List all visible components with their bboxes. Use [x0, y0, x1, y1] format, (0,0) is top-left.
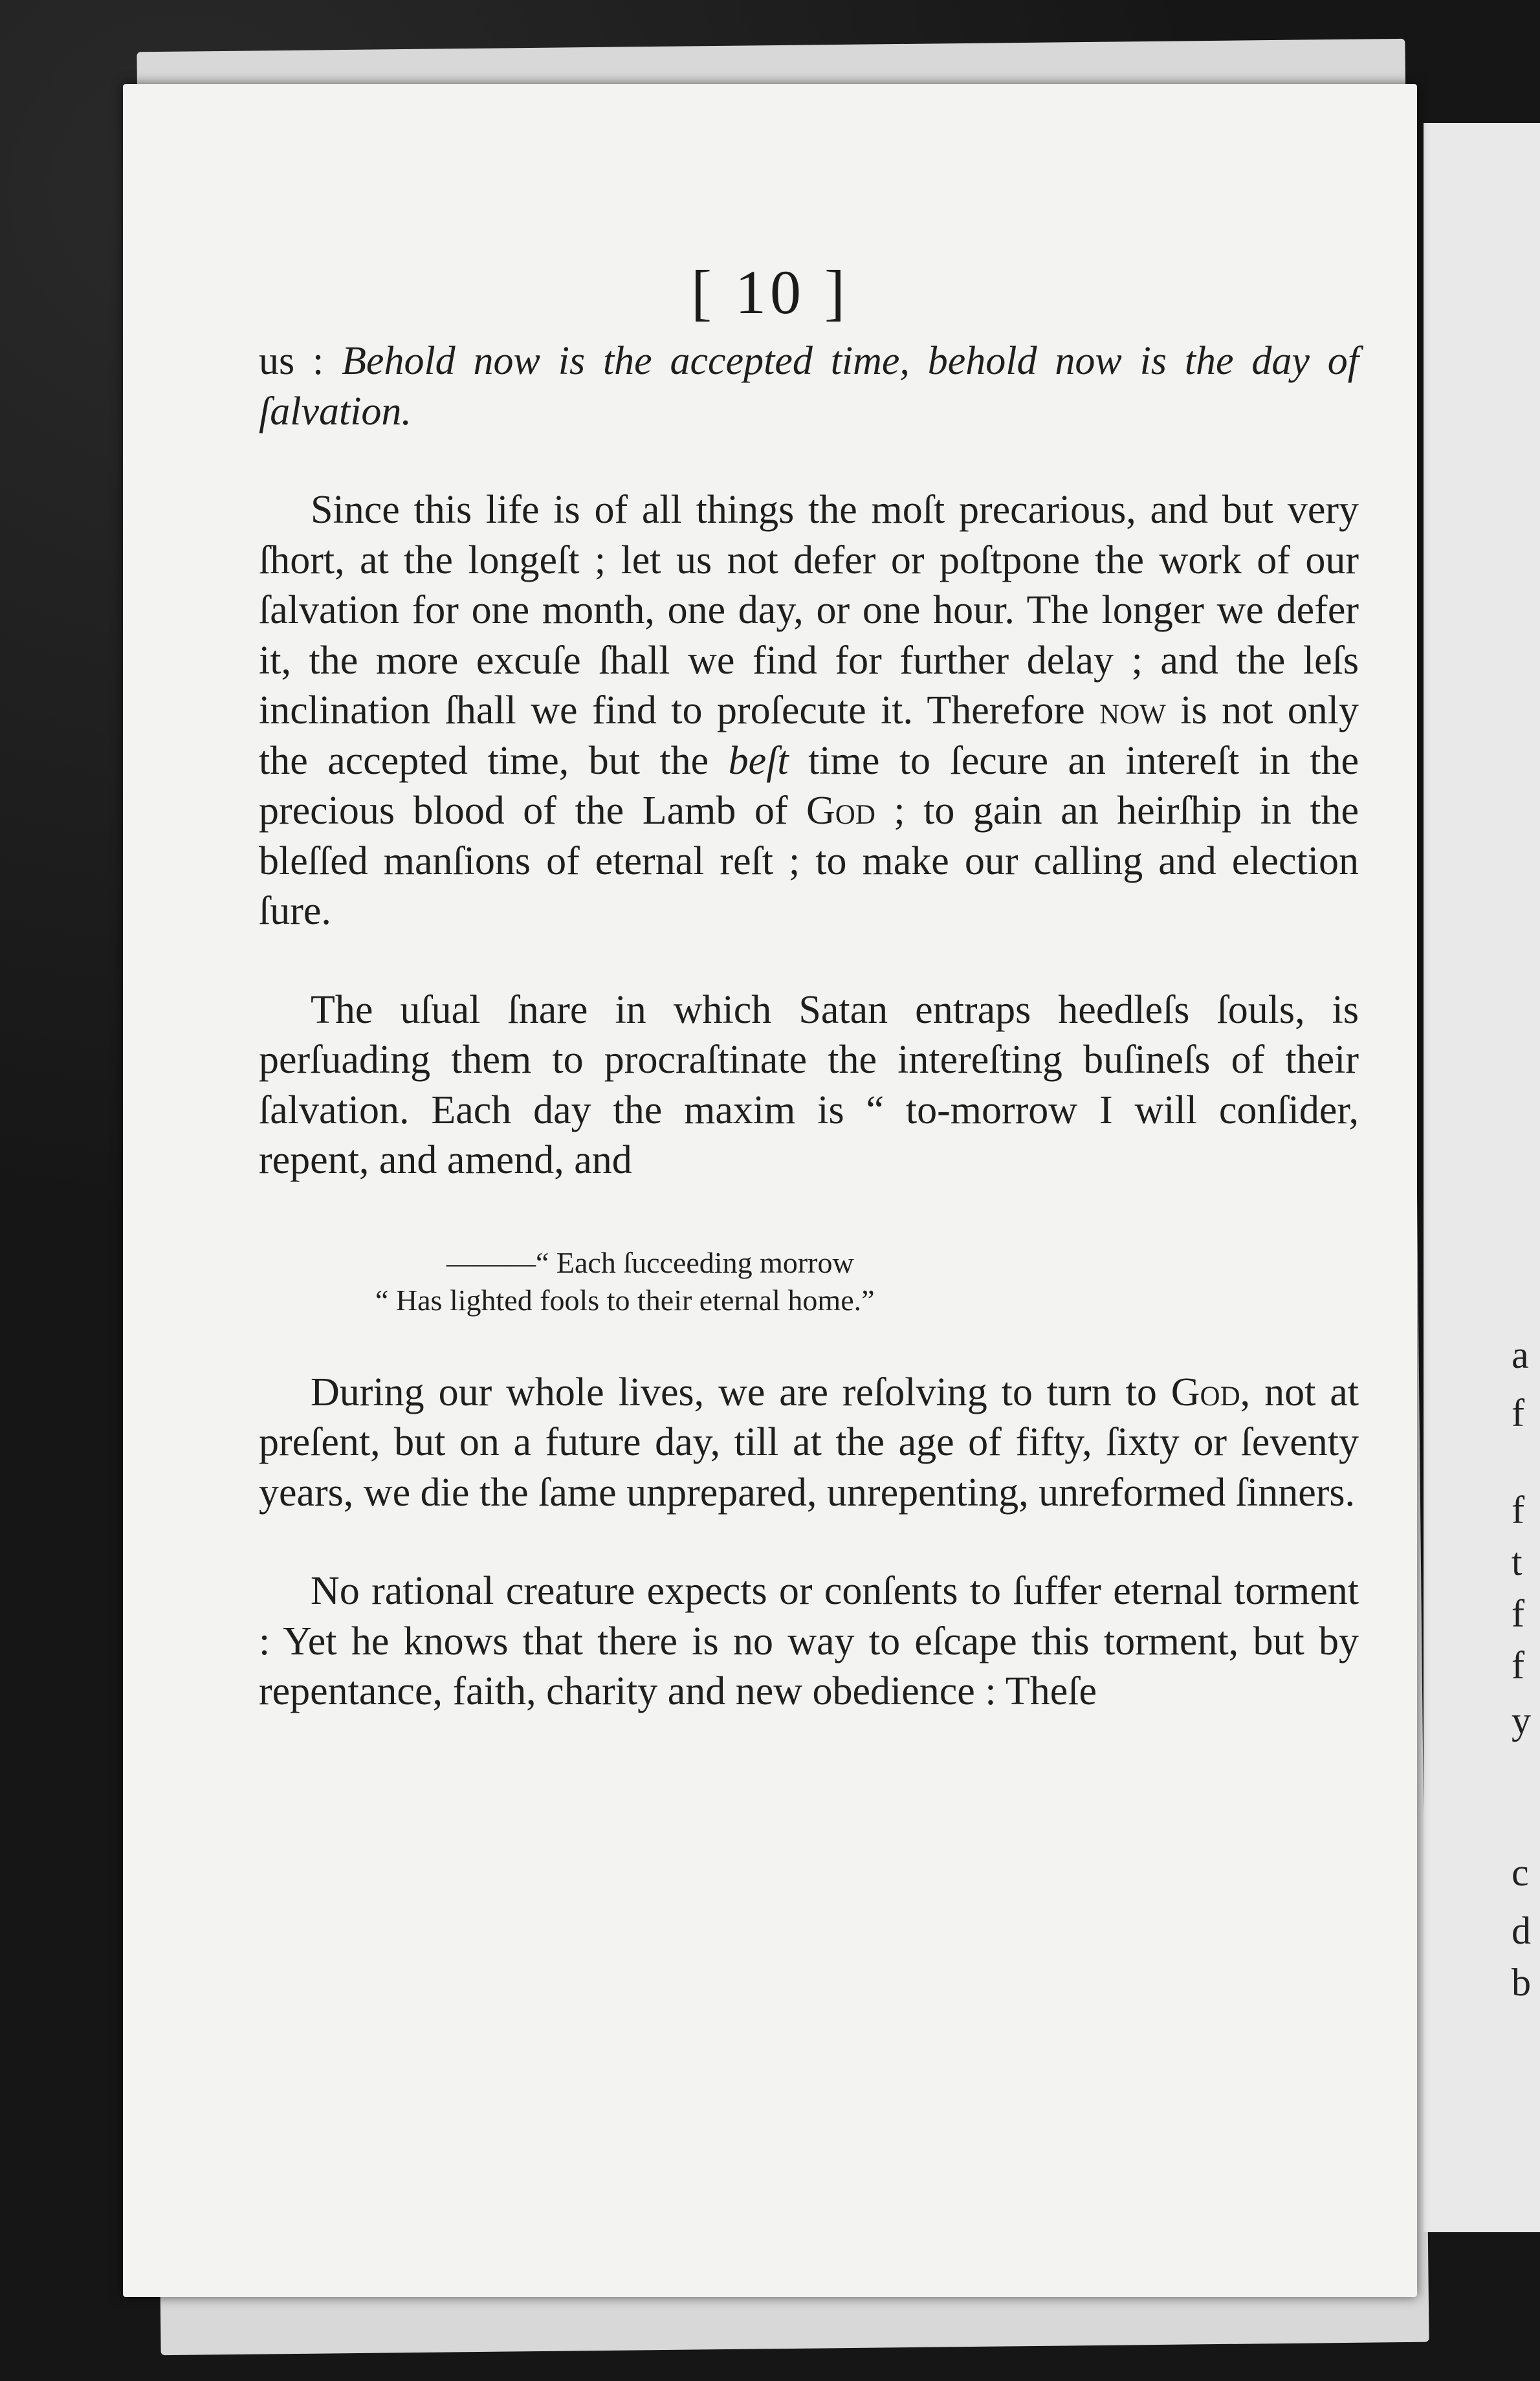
- paragraph-5: No rational creature expects or conſents to ſuffer eternal torment : Yet he knows that there is no way to eſcape this torment, but by repentance, faith, charity and new obedience : Theſe: [259, 1569, 1359, 1713]
- paragraph-2-part-a: Since this life is of all things the moſt precarious, and but very ſhort, at the longeſt ; let us not defer or poſtpone the work of our ſalvation for one month, one day, or one hour. The longer we defer it, the more excuſe ſhall we find for further delay ; and the leſs inclination ſhall we find to proſecute it. Therefore: [259, 488, 1359, 732]
- facing-page-letter: f: [1512, 1644, 1524, 1687]
- facing-page-letter: b: [1512, 1961, 1531, 2004]
- facing-page-letter: f: [1512, 1489, 1524, 1531]
- facing-page-letter: a: [1512, 1333, 1529, 1376]
- verse-line-2: “ Has lighted fools to their eternal home.”: [375, 1283, 875, 1317]
- paragraph-2-god: God: [806, 789, 875, 833]
- facing-page-letter: f: [1512, 1392, 1524, 1434]
- paragraph-4: [259, 1368, 1359, 1519]
- page-text: [259, 336, 1359, 1717]
- facing-page-letter: d: [1512, 1909, 1531, 1952]
- paragraph-1-scripture: Behold now is the accepted time, behold now is the day of ſalvation.: [259, 339, 1359, 433]
- paragraph-2-part-d: ; to gain an heirſhip in the bleſſed manſions of eternal reſt ; to make our calling and election ſure.: [259, 789, 1359, 933]
- verse-quote: [259, 1244, 1359, 1319]
- facing-page-letter: y: [1512, 1699, 1531, 1742]
- paragraph-2-best: beſt: [728, 738, 789, 783]
- paragraph-2-part-b: is not only the accepted time, but the: [259, 688, 1359, 783]
- facing-page-letter: c: [1512, 1851, 1529, 1894]
- paragraph-1-lead: us :: [259, 339, 342, 383]
- paragraph-1: [259, 336, 1359, 437]
- paragraph-4-god: God: [1171, 1370, 1240, 1414]
- paragraph-4-part-a: During our whole lives, we are reſolving to turn to: [311, 1370, 1171, 1414]
- paragraph-4-part-b: , not at preſent, but on a future day, till at the age of fifty, ſixty or ſeventy years, we die the ſame unprepared, unrepenting, unreformed ſinners.: [259, 1370, 1359, 1515]
- verse-line-1: ———“ Each ſucceeding morrow: [446, 1245, 854, 1279]
- page-number: [ 10 ]: [691, 258, 849, 327]
- paragraph-2-now: now: [1099, 688, 1166, 732]
- facing-page-letter: f: [1512, 1592, 1524, 1635]
- paragraph-2-part-c: time to ſecure an intereſt in the precious blood of the Lamb of: [259, 738, 1359, 833]
- book-page: [123, 84, 1417, 2297]
- paragraph-2: [259, 485, 1359, 937]
- paragraph-3: The uſual ſnare in which Satan entraps heedleſs ſouls, is perſuading them to procraſtinate the intereſting buſineſs of their ſalvation. Each day the maxim is “ to-morrow I will conſider, repent, and amend, and: [259, 987, 1359, 1182]
- facing-page-letter: t: [1512, 1541, 1523, 1583]
